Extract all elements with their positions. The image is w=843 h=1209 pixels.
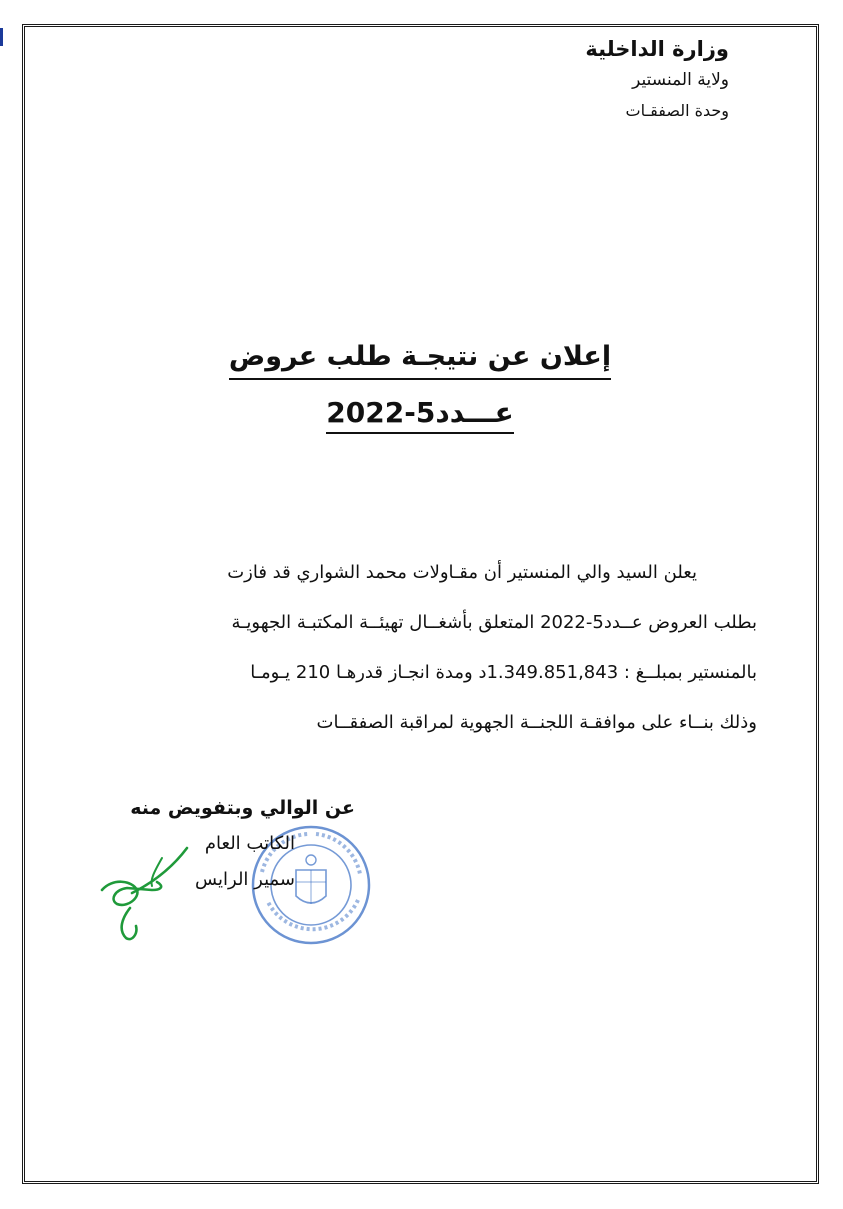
body-line-3: بالمنستير بمبلــغ : 1.349.851,843د ومدة انجـاز قدرهـا 210 يـومـا — [250, 662, 757, 683]
ministry-name: وزارة الداخلية — [585, 37, 729, 61]
delegation-line: عن الوالي وبتفويض منه — [130, 797, 355, 819]
signature-block — [95, 790, 355, 898]
announcement-body — [97, 548, 757, 748]
signatory-name: سمير الرايس — [195, 869, 295, 890]
edge-mark — [0, 28, 3, 46]
unit-name: وحدة الصفقـات — [625, 101, 729, 120]
body-line-1: يعلن السيد والي المنستير أن مقـاولات محمد الشواري قد فازت — [227, 562, 697, 583]
announcement-heading — [120, 338, 720, 434]
signatory-role: الكاتب العام — [204, 833, 295, 854]
announcement-number: عـــدد5-2022 — [326, 394, 513, 434]
governorate-name: ولاية المنستير — [632, 70, 729, 90]
body-line-4: وذلك بنــاء على موافقـة اللجنــة الجهوية لمراقبة الصفقــات — [316, 712, 757, 733]
letterhead — [509, 34, 729, 126]
body-line-2: بطلب العروض عــدد5-2022 المتعلق بأشغــال تهيئــة المكتبـة الجهويـة — [231, 612, 757, 633]
announcement-title: إعلان عن نتيجـة طلب عروض — [229, 338, 611, 380]
